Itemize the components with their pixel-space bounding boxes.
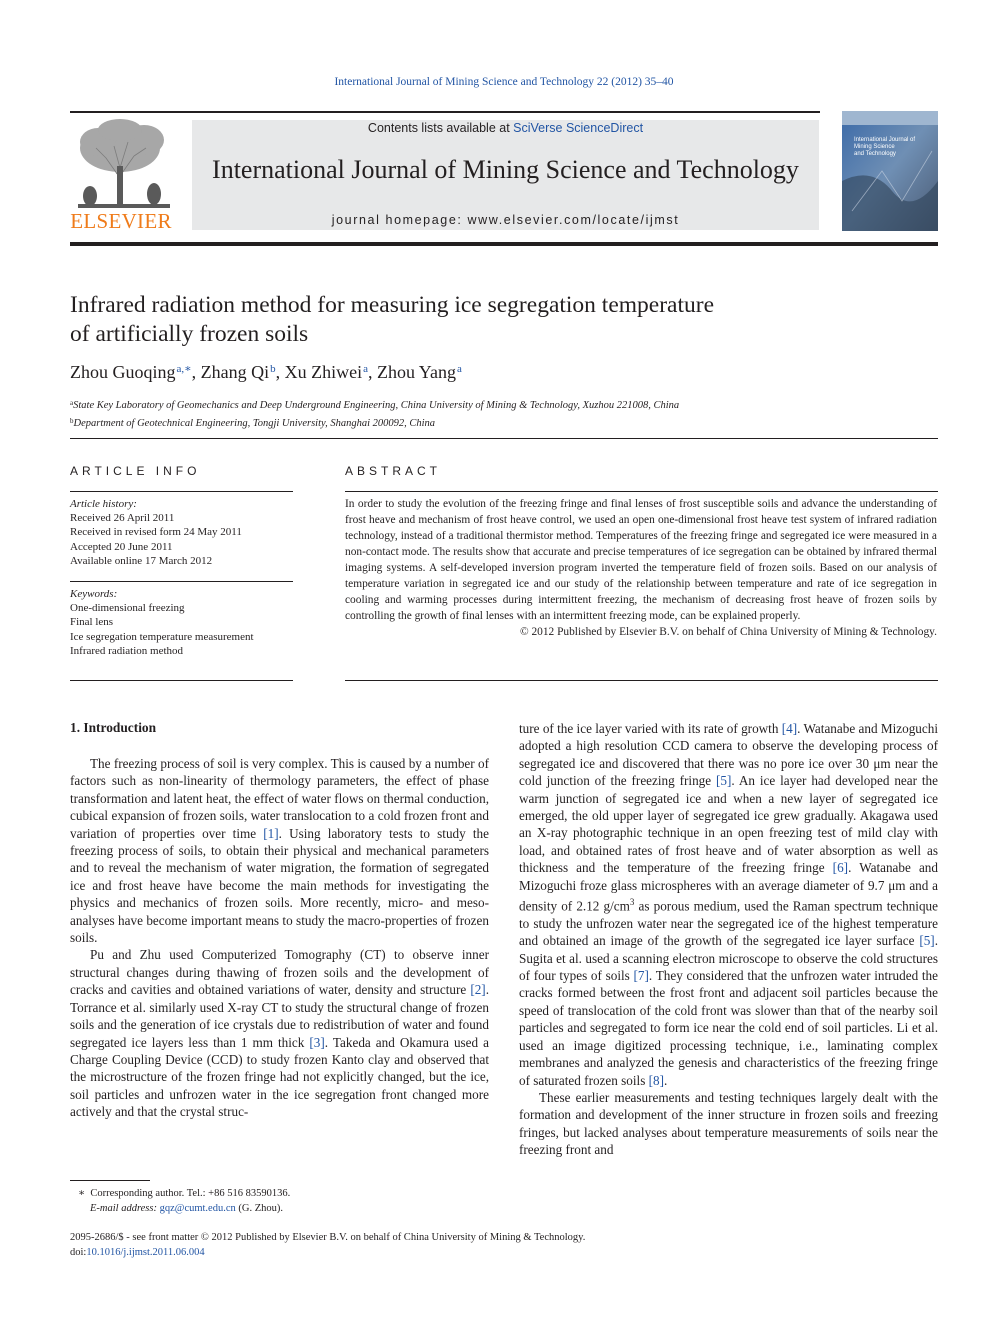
text-run: . Watanabe and Mizoguchi adopted a high resolution CCD camera to observe the developing process of segregated ice and discovered that there was no pore ice over 30 μm near the cold junction of the freezing fringe: [519, 721, 938, 789]
author-affil-mark[interactable]: a,∗: [176, 363, 192, 375]
author-affil-mark[interactable]: a: [363, 363, 368, 375]
publisher-wordmark: ELSEVIER: [70, 209, 172, 233]
body-column-right: [519, 720, 938, 1159]
text-run: as porous medium, used the Raman spectrum technique to study the unfrozen water near the segregated ice of the highest temperature and obtained an image of the growth of the segregated ice layer surface: [519, 898, 938, 949]
doi-label: doi:: [70, 1246, 87, 1258]
article-history: [70, 497, 294, 568]
author-name: Zhou Guoqing: [70, 362, 176, 382]
reference-link[interactable]: [7]: [633, 968, 649, 984]
journal-cover-image[interactable]: [842, 111, 938, 231]
abstract-rule: [345, 491, 938, 492]
abstract-heading: ABSTRACT: [345, 464, 442, 478]
author-affil-mark[interactable]: b: [270, 363, 276, 375]
corresponding-author-footnote: [70, 1186, 290, 1216]
abstract-copyright: © 2012 Published by Elsevier B.V. on behalf of China University of Mining & Technology.: [519, 626, 937, 638]
footnote-text: Corresponding author. Tel.: +86 516 83590136.: [90, 1188, 291, 1199]
text-run: . Sugita et al. used a scanning electron microscope to observe the cold structures of four types of soils: [519, 933, 938, 984]
masthead-rule: [70, 242, 938, 246]
title-block-rule: [70, 438, 938, 439]
journal-citation[interactable]: International Journal of Mining Science and Technology 22 (2012) 35–40: [334, 76, 674, 88]
author-affil-mark[interactable]: a: [456, 363, 462, 375]
text-run: . Watanabe and Mizoguchi froze glass microspheres with an average diameter of 9.7 μm and a density of 2.12 g/cm: [519, 860, 938, 914]
sciencedirect-link[interactable]: SciVerse ScienceDirect: [513, 121, 644, 135]
keywords-rule: [70, 581, 293, 582]
doi-link[interactable]: 10.1016/j.ijmst.2011.06.004: [86, 1246, 205, 1258]
text-run: .: [664, 1072, 668, 1088]
paragraph: [70, 946, 489, 1120]
title-line-2: of artificially frozen soils: [70, 321, 309, 347]
front-matter-line: 2095-2686/$ - see front matter © 2012 Published by Elsevier B.V. on behalf of China University of Mining & Technology.: [70, 1232, 586, 1243]
reference-link[interactable]: [2]: [470, 982, 486, 998]
keyword: Final lens: [70, 616, 114, 629]
superscript: 3: [629, 897, 635, 908]
text-run: . They considered that the unfrozen water intruded the cracks formed between the frost front and adjacent soil particles because the speed of translocation of the cold front was slower than that of the nearby soil particles and segregated to form ice near the cold end of soil particles. Li et al. used an image digitized processing technique, i.e., laminating complex membranes and analyzed the genesis and characteristics of the freezing fringe of saturated frozen soils: [519, 968, 938, 1088]
reference-link[interactable]: [5]: [919, 933, 935, 949]
author-name: Xu Zhiwei: [284, 362, 363, 382]
reference-link[interactable]: [1]: [263, 825, 279, 841]
affiliation-mark: a: [70, 399, 74, 407]
history-received: Received 26 April 2011: [70, 512, 175, 525]
paragraph: These earlier measurements and testing techniques largely dealt with the formation and development of the inner structure in frozen soils and freezing fringes, but lacked analyses about temperature measurements of soils near the freezing front and: [519, 1089, 938, 1158]
keywords: [70, 587, 294, 658]
affiliation-mark: b: [70, 416, 74, 425]
contents-prefix: Contents lists available at: [367, 121, 514, 135]
text-run: ture of the ice layer varied with its rate of growth: [519, 721, 782, 736]
affiliation-b: [70, 414, 679, 432]
article-info-heading: ARTICLE INFO: [70, 464, 201, 478]
homepage-link[interactable]: www.elsevier.com/locate/ijmst: [467, 213, 680, 227]
text-run: . Torrance et al. similarly used X-ray CT to study the structural change of frozen soils and the generation of ice crystals due to redistribution of water and found segregated ice layers less than 1 mm thick: [70, 982, 489, 1050]
email-label: E-mail address:: [90, 1203, 157, 1214]
text-run: . An ice layer had developed near the warm junction of segregated ice and when a new layer of segregated ice emerged, the old upper layer of segregated ice grew gradually. Akagawa used an X-ray photographic technique in an open freezing test of mild clay with load, and obtained rates of frost heave and of water absorption as well as thickness and the temperature of the freezing fringe: [519, 773, 939, 876]
article-title: [70, 291, 930, 349]
doi-line: [70, 1246, 585, 1261]
body-column-left: [70, 755, 489, 1121]
reference-link[interactable]: [5]: [716, 773, 732, 789]
keyword: Ice segregation temperature measurement: [70, 630, 254, 643]
affiliation-text: State Key Laboratory of Geomechanics and Deep Underground Engineering, China University of Mining & Technology, Xuzhou 221008, China: [73, 400, 680, 411]
author-list: Zhou Guoqing$^{a,∗}$, Zhang Qi$^b$, Xu Zhiwei$^a$, Zhou Yang$^a$: [70, 362, 462, 382]
text-run: . Takeda and Okamura used a Charge Coupling Device (CCD) to study frozen Kanto clay and observed that the microstructure of the frozen fringe had not explicitly changed, but the ice, soil particles and unfrozen water in the ice segregation front changed more actively and that the crystal struc-: [70, 1034, 489, 1120]
email-link[interactable]: gqz@cumt.edu.cn: [159, 1203, 236, 1214]
affiliation-text: Department of Geotechnical Engineering, Tongji University, Shanghai 200092, China: [73, 417, 436, 429]
header-rule: [70, 111, 820, 113]
abstract-text: In order to study the evolution of the freezing fringe and final lenses of frost susceptible soils and advance the understanding of frost heave and mechanism of frost heave control, we used an open one-dimensional frost heave test system of infrared radiation technology, instead of a traditional thermistor method. Temperatures of the freezing fringe and segregated ice were measured in a non-contact mode. The results show that accurate and precise temperatures of ice segregation can be obtained by infrared thermal imaging systems. A self-developed inversion program inverted the temperature field of frozen soils. Based on our analysis of temperature variation in segregated ice and our study of the relationship between temperature and rate of ice segregation in cooling and warming processes during intermittent freezing, the mechanism of decreasing frost heave of frozen soils by controlling the growth of final lenses with an intermittent freezing mode, can be explained properly.: [345, 498, 937, 622]
author-name: Zhang Qi: [200, 362, 270, 382]
footnote-mark: ∗: [78, 1188, 86, 1199]
author-name: Zhou Yang: [376, 362, 456, 382]
footnote-line-1: [70, 1186, 290, 1201]
footnote-rule: [70, 1180, 150, 1181]
section-heading-introduction: 1. Introduction: [70, 720, 157, 735]
reference-link[interactable]: [3]: [309, 1034, 325, 1050]
abstract-body: [345, 496, 937, 640]
affiliation-a: [70, 396, 679, 414]
keywords-label: Keywords:: [70, 588, 118, 600]
keyword: One-dimensional freezing: [70, 602, 185, 615]
history-online: Available online 17 March 2012: [70, 554, 213, 567]
footnote-line-2: [70, 1201, 290, 1216]
history-accepted: Accepted 20 June 2011: [70, 540, 173, 553]
article-info-rule: [70, 491, 293, 492]
cover-title-text: International Journal of Mining Science and Technology: [854, 137, 916, 157]
page-footer: [70, 1231, 585, 1260]
journal-homepage: [192, 213, 819, 227]
text-run: . Using laboratory tests to study the freezing process of soils, to obtain their physical and mechanical parameters and to reveal the mechanism of water migration, the formation of segregated ice and frost heave have become the main methods for investigating the physics and mechanics of frozen soils. More recently, micro- and meso-analyses have become important means to study the macro-properties of frozen soils.: [70, 825, 489, 946]
history-label: Article history:: [70, 498, 137, 510]
keyword: Infrared radiation method: [70, 644, 184, 657]
article-info-bottom-rule: [70, 680, 293, 681]
email-suffix: (G. Zhou).: [235, 1203, 284, 1214]
text-run: Pu and Zhu used Computerized Tomography (CT) to observe inner structural changes during thawing of frozen soils and the development of cracks and cavities and obtained variations of water, density and structure: [70, 947, 489, 998]
reference-link[interactable]: [4]: [781, 721, 798, 736]
title-line-1: Infrared radiation method for measuring ice segregation temperature: [70, 292, 715, 318]
reference-link[interactable]: [6]: [832, 860, 849, 876]
homepage-prefix: journal homepage:: [331, 213, 468, 227]
reference-link[interactable]: [8]: [648, 1072, 665, 1088]
text-run: The freezing process of soil is very complex. This is caused by a number of factors such as non-linearity of thermology parameters, the effect of phase transformation and latent heat, the effect of water flows on thermal conduction, cubical expansion of frozen soils, water translocation to a cold frozen front and variation of properties over time: [70, 756, 489, 841]
abstract-bottom-rule: [345, 680, 938, 681]
paragraph: [70, 755, 489, 946]
paragraph: [519, 720, 938, 1089]
affiliations: [70, 396, 679, 431]
contents-line: [192, 121, 819, 135]
history-revised: Received in revised form 24 May 2011: [70, 526, 242, 539]
journal-title: International Journal of Mining Science and Technology: [212, 155, 799, 184]
